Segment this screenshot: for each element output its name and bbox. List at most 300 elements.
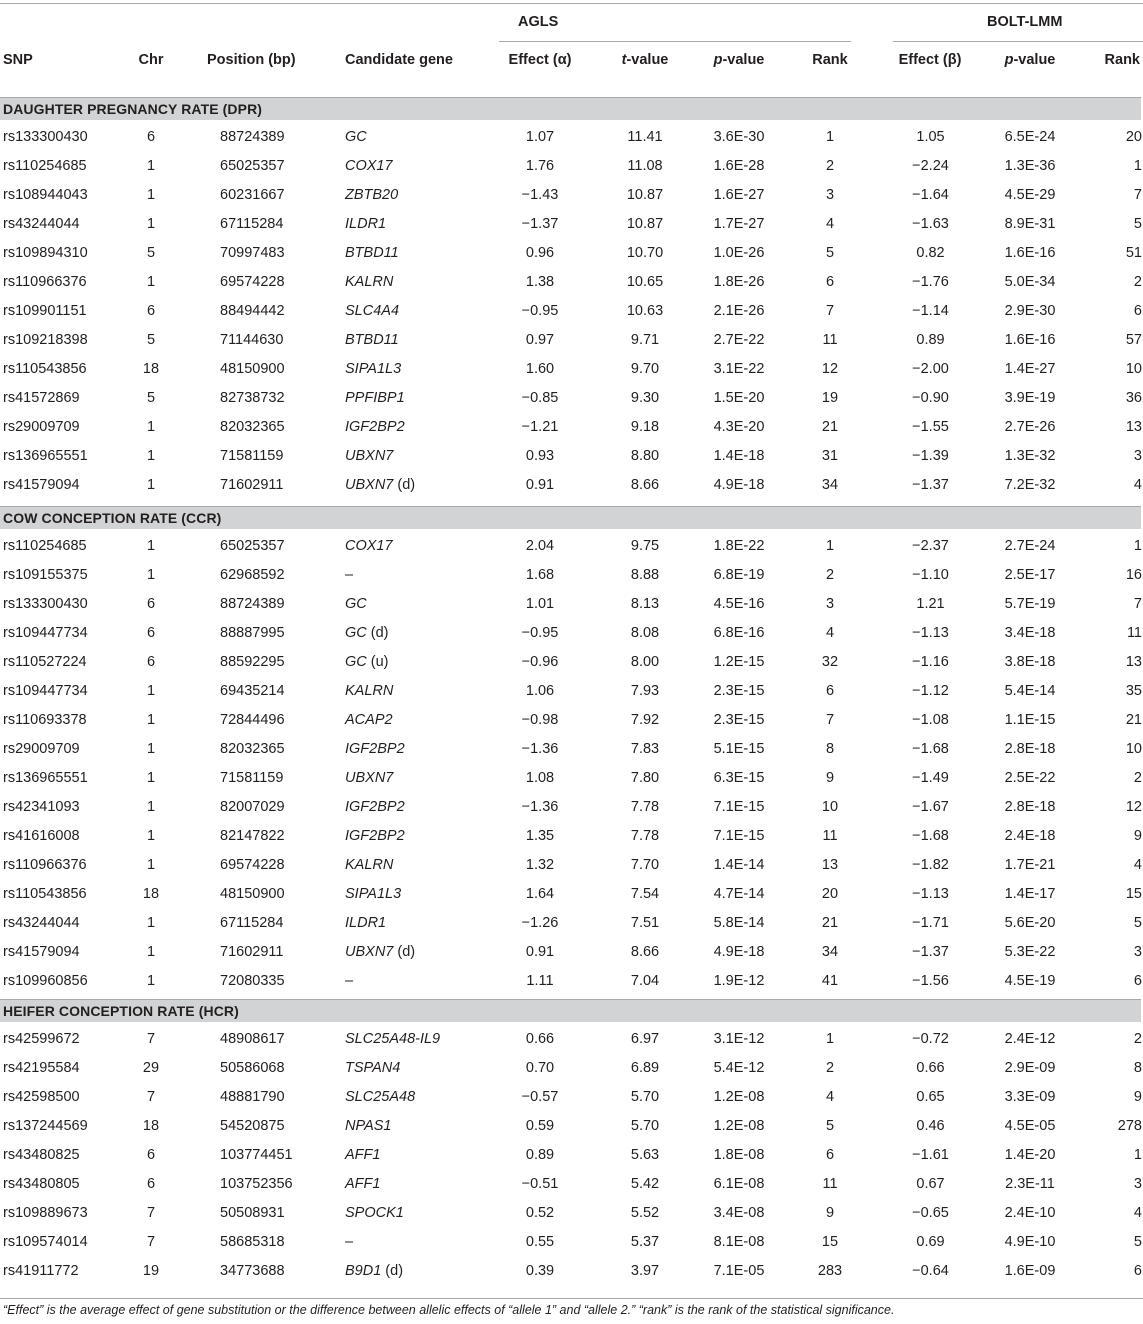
- gene-symbol: COX17: [345, 158, 393, 174]
- cell-position: 34773688: [220, 1263, 285, 1279]
- cell-t-value: 6.89: [630, 1060, 660, 1076]
- table-row: [0, 909, 1143, 938]
- cell-snp: rs29009709: [3, 419, 80, 435]
- cell-effect-alpha: 0.39: [525, 1263, 555, 1279]
- cell-chr: 1: [146, 770, 156, 786]
- cell-chr: 1: [146, 857, 156, 873]
- cell-rank-agls: 5: [825, 1118, 835, 1134]
- cell-chr: 7: [146, 1234, 156, 1250]
- cell-effect-alpha: 1.38: [525, 274, 555, 290]
- cell-chr: 18: [142, 886, 160, 902]
- section-title: HEIFER CONCEPTION RATE (HCR): [3, 1003, 239, 1019]
- cell-snp: rs110527224: [3, 654, 87, 670]
- gene-symbol: –: [345, 973, 354, 989]
- cell-chr: 1: [146, 538, 156, 554]
- cell-t-value: 9.75: [630, 538, 660, 554]
- cell-chr: 5: [146, 245, 156, 261]
- cell-position: 62968592: [220, 567, 285, 583]
- cell-effect-beta: 1.21: [916, 596, 945, 612]
- cell-rank-bolt: 6: [1133, 973, 1142, 989]
- table-row: [0, 1228, 1143, 1257]
- cell-p-value-bolt: 5.3E-22: [1004, 944, 1056, 960]
- cell-candidate-gene: [345, 619, 389, 648]
- cell-p-value-agls: 2.1E-26: [713, 303, 765, 319]
- cell-snp: rs42195584: [3, 1060, 80, 1076]
- cell-effect-beta: −1.39: [912, 448, 949, 464]
- cell-effect-beta: −2.00: [912, 361, 949, 377]
- gene-position-note: (d): [393, 944, 416, 960]
- cell-rank-bolt: 35: [1125, 683, 1142, 699]
- cell-t-value: 6.97: [630, 1031, 660, 1047]
- cell-p-value-bolt: 3.3E-09: [1004, 1089, 1056, 1105]
- cell-rank-bolt: 13: [1125, 654, 1142, 670]
- gene-symbol: ZBTB20: [345, 187, 399, 203]
- cell-p-value-agls: 4.5E-16: [713, 596, 765, 612]
- gene-symbol: ACAP2: [345, 712, 393, 728]
- cell-position: 70997483: [220, 245, 285, 261]
- cell-rank-bolt: 10: [1125, 741, 1142, 757]
- gene-symbol: TSPAN4: [345, 1060, 401, 1076]
- cell-p-value-bolt: 2.5E-22: [1004, 770, 1056, 786]
- cell-t-value: 11.41: [627, 129, 663, 145]
- cell-candidate-gene: [345, 851, 393, 880]
- gene-symbol: UBXN7: [345, 944, 394, 960]
- cell-effect-alpha: 1.60: [525, 361, 555, 377]
- cell-snp: rs109574014: [3, 1234, 88, 1250]
- gene-symbol: KALRN: [345, 274, 394, 290]
- cell-effect-beta: −1.64: [912, 187, 949, 203]
- cell-p-value-agls: 7.1E-15: [713, 799, 765, 815]
- table-row: [0, 355, 1143, 384]
- gene-position-note: (d): [366, 625, 389, 641]
- cell-candidate-gene: [345, 706, 393, 735]
- cell-candidate-gene: [345, 1199, 404, 1228]
- cell-effect-alpha: −1.37: [521, 216, 559, 232]
- cell-t-value: 5.52: [630, 1205, 660, 1221]
- cell-p-value-bolt: 2.8E-18: [1004, 741, 1056, 757]
- cell-rank-agls: 6: [825, 1147, 835, 1163]
- table-row: [0, 1054, 1143, 1083]
- table-row: [0, 181, 1143, 210]
- cell-rank-agls: 12: [821, 361, 839, 377]
- cell-effect-alpha: 1.35: [525, 828, 555, 844]
- table-row: [0, 1083, 1143, 1112]
- cell-rank-agls: 34: [821, 477, 839, 493]
- cell-p-value-bolt: 5.7E-19: [1004, 596, 1056, 612]
- cell-t-value: 10.87: [626, 216, 664, 232]
- cell-rank-agls: 1: [825, 538, 835, 554]
- cell-candidate-gene: [345, 561, 353, 590]
- cell-p-value-bolt: 4.5E-29: [1004, 187, 1056, 203]
- gene-symbol: AFF1: [345, 1176, 381, 1192]
- cell-snp: rs110693378: [3, 712, 87, 728]
- cell-rank-bolt: 21: [1125, 712, 1142, 728]
- cell-candidate-gene: [345, 384, 405, 413]
- table-footnote: “Effect” is the average effect of gene substitution or the difference between allelic effects of “allele 1” and “allele 2.” “rank” is the rank of the statistical significance.: [3, 1303, 895, 1317]
- cell-p-value-bolt: 3.8E-18: [1004, 654, 1056, 670]
- gene-symbol: NPAS1: [345, 1118, 392, 1134]
- cell-p-value-bolt: 1.6E-16: [1004, 245, 1056, 261]
- cell-chr: 1: [146, 216, 156, 232]
- cell-p-value-agls: 1.8E-26: [713, 274, 765, 290]
- cell-effect-alpha: −1.36: [521, 741, 559, 757]
- cell-p-value-agls: 1.2E-08: [713, 1118, 765, 1134]
- col-header-p-value-bolt: p-value: [1004, 52, 1056, 68]
- cell-rank-agls: 13: [821, 857, 839, 873]
- cell-rank-bolt: 3: [1133, 448, 1142, 464]
- cell-effect-alpha: 1.32: [525, 857, 555, 873]
- cell-snp: rs42598500: [3, 1089, 80, 1105]
- cell-effect-beta: −0.90: [912, 390, 949, 406]
- cell-candidate-gene: [345, 764, 393, 793]
- cell-rank-agls: 20: [821, 886, 839, 902]
- cell-snp: rs133300430: [3, 596, 88, 612]
- cell-rank-bolt: 51: [1125, 245, 1142, 261]
- cell-p-value-bolt: 2.9E-30: [1004, 303, 1056, 319]
- cell-candidate-gene: [345, 297, 399, 326]
- cell-candidate-gene: [345, 210, 386, 239]
- cell-effect-beta: −1.37: [912, 944, 949, 960]
- cell-chr: 7: [146, 1089, 156, 1105]
- cell-rank-bolt: 11: [1126, 625, 1142, 641]
- cell-rank-agls: 2: [825, 567, 835, 583]
- cell-snp: rs42599672: [3, 1031, 80, 1047]
- cell-rank-agls: 9: [825, 770, 835, 786]
- cell-rank-bolt: 278: [1117, 1118, 1142, 1134]
- cell-effect-alpha: 0.89: [525, 1147, 555, 1163]
- cell-position: 88724389: [220, 596, 285, 612]
- cell-candidate-gene: [345, 1083, 415, 1112]
- cell-effect-alpha: 1.11: [526, 973, 554, 989]
- cell-p-value-agls: 1.2E-08: [713, 1089, 765, 1105]
- cell-p-value-bolt: 3.9E-19: [1004, 390, 1056, 406]
- table-row: [0, 735, 1143, 764]
- cell-t-value: 5.63: [630, 1147, 660, 1163]
- cell-t-value: 11.08: [627, 158, 663, 174]
- table-row: [0, 1141, 1143, 1170]
- cell-position: 103774451: [220, 1147, 293, 1163]
- cell-effect-beta: −1.12: [912, 683, 949, 699]
- gene-symbol: ILDR1: [345, 915, 387, 931]
- cell-snp: rs136965551: [3, 770, 88, 786]
- gene-symbol: ILDR1: [345, 216, 387, 232]
- cell-t-value: 10.63: [626, 303, 664, 319]
- cell-p-value-agls: 6.8E-19: [713, 567, 765, 583]
- table-row: [0, 648, 1143, 677]
- cell-effect-alpha: 2.04: [525, 538, 555, 554]
- cell-candidate-gene: [345, 735, 405, 764]
- cell-effect-alpha: 1.07: [525, 129, 555, 145]
- cell-position: 103752356: [220, 1176, 293, 1192]
- cell-rank-bolt: 1: [1133, 1147, 1142, 1163]
- table-row: [0, 1257, 1143, 1286]
- cell-candidate-gene: [345, 1170, 380, 1199]
- table-row: [0, 590, 1143, 619]
- cell-t-value: 8.80: [630, 448, 660, 464]
- cell-candidate-gene: [345, 590, 367, 619]
- table-row: [0, 384, 1143, 413]
- cell-effect-beta: 0.89: [916, 332, 945, 348]
- cell-effect-beta: −1.56: [912, 973, 949, 989]
- cell-p-value-agls: 1.8E-08: [713, 1147, 765, 1163]
- cell-p-value-agls: 1.7E-27: [713, 216, 765, 232]
- cell-snp: rs110966376: [3, 857, 87, 873]
- gene-symbol: GC: [345, 654, 367, 670]
- cell-rank-bolt: 5: [1133, 1234, 1142, 1250]
- cell-effect-alpha: 0.91: [525, 944, 555, 960]
- cell-rank-agls: 10: [821, 799, 839, 815]
- cell-chr: 1: [146, 567, 156, 583]
- table-row: [0, 210, 1143, 239]
- cell-p-value-agls: 3.1E-22: [713, 361, 765, 377]
- cell-chr: 1: [146, 158, 156, 174]
- cell-position: 50586068: [220, 1060, 285, 1076]
- cell-p-value-bolt: 2.4E-18: [1004, 828, 1056, 844]
- cell-snp: rs109889673: [3, 1205, 88, 1221]
- cell-chr: 1: [146, 274, 156, 290]
- cell-chr: 1: [146, 712, 156, 728]
- cell-position: 48150900: [220, 361, 285, 377]
- col-header-chr: Chr: [138, 52, 164, 68]
- gene-symbol: B9D1: [345, 1263, 382, 1279]
- cell-rank-bolt: 7: [1133, 187, 1142, 203]
- cell-candidate-gene: [345, 442, 393, 471]
- cell-snp: rs109901151: [3, 303, 87, 319]
- cell-p-value-bolt: 7.2E-32: [1004, 477, 1056, 493]
- cell-position: 71581159: [220, 770, 284, 786]
- cell-t-value: 5.70: [630, 1118, 660, 1134]
- cell-rank-agls: 6: [825, 274, 835, 290]
- cell-snp: rs110254685: [3, 538, 87, 554]
- cell-chr: 29: [142, 1060, 160, 1076]
- cell-t-value: 3.97: [630, 1263, 660, 1279]
- col-header-t-value: t-value: [621, 52, 669, 68]
- cell-rank-bolt: 10: [1125, 361, 1142, 377]
- cell-position: 82738732: [220, 390, 285, 406]
- cell-position: 71602911: [220, 944, 284, 960]
- cell-effect-beta: −1.67: [912, 799, 949, 815]
- cell-effect-alpha: 0.93: [525, 448, 555, 464]
- cell-chr: 1: [146, 448, 156, 464]
- table-row: [0, 297, 1143, 326]
- cell-p-value-agls: 8.1E-08: [713, 1234, 765, 1250]
- cell-candidate-gene: [345, 326, 399, 355]
- cell-candidate-gene: [345, 123, 367, 152]
- cell-effect-alpha: −0.51: [521, 1176, 559, 1192]
- cell-t-value: 7.04: [630, 973, 660, 989]
- cell-p-value-agls: 6.8E-16: [713, 625, 765, 641]
- cell-rank-agls: 21: [821, 419, 839, 435]
- cell-chr: 7: [146, 1205, 156, 1221]
- cell-effect-alpha: 0.55: [525, 1234, 555, 1250]
- cell-p-value-agls: 6.1E-08: [713, 1176, 765, 1192]
- cell-chr: 6: [146, 1176, 156, 1192]
- cell-rank-bolt: 57: [1125, 332, 1142, 348]
- gene-symbol: KALRN: [345, 683, 394, 699]
- cell-p-value-bolt: 2.4E-10: [1004, 1205, 1056, 1221]
- cell-p-value-agls: 4.3E-20: [713, 419, 765, 435]
- cell-t-value: 10.65: [626, 274, 664, 290]
- col-header-position: Position (bp): [207, 52, 296, 68]
- cell-candidate-gene: [345, 1112, 391, 1141]
- cell-effect-beta: −1.68: [912, 741, 949, 757]
- cell-rank-bolt: 7: [1133, 596, 1142, 612]
- cell-effect-beta: 0.67: [916, 1176, 945, 1192]
- cell-effect-alpha: −0.95: [521, 625, 559, 641]
- gene-symbol: GC: [345, 625, 367, 641]
- cell-effect-beta: −1.63: [912, 216, 949, 232]
- cell-effect-beta: −1.61: [912, 1147, 949, 1163]
- cell-chr: 1: [146, 741, 156, 757]
- cell-candidate-gene: [345, 1054, 400, 1083]
- cell-effect-alpha: −0.57: [521, 1089, 559, 1105]
- cell-position: 48150900: [220, 886, 285, 902]
- cell-position: 82007029: [220, 799, 285, 815]
- table-row: [0, 967, 1143, 996]
- cell-rank-agls: 4: [825, 1089, 835, 1105]
- cell-effect-alpha: 1.01: [525, 596, 555, 612]
- table-row: [0, 880, 1143, 909]
- cell-rank-bolt: 5: [1133, 216, 1142, 232]
- cell-snp: rs29009709: [3, 741, 80, 757]
- cell-t-value: 9.18: [630, 419, 660, 435]
- table-row: [0, 938, 1143, 967]
- table-row: [0, 619, 1143, 648]
- gene-symbol: UBXN7: [345, 448, 394, 464]
- cell-p-value-agls: 2.3E-15: [713, 712, 765, 728]
- cell-rank-bolt: 5: [1133, 915, 1142, 931]
- cell-snp: rs110254685: [3, 158, 87, 174]
- cell-effect-beta: −1.37: [912, 477, 949, 493]
- cell-effect-beta: −0.72: [912, 1031, 949, 1047]
- cell-t-value: 5.42: [630, 1176, 660, 1192]
- cell-p-value-bolt: 1.3E-32: [1004, 448, 1056, 464]
- group-header-agls: AGLS: [518, 14, 559, 30]
- cell-effect-beta: −1.82: [912, 857, 949, 873]
- cell-rank-bolt: 4: [1133, 1205, 1142, 1221]
- cell-snp: rs109447734: [3, 683, 88, 699]
- cell-p-value-agls: 3.6E-30: [713, 129, 765, 145]
- cell-effect-beta: 0.69: [916, 1234, 945, 1250]
- cell-snp: rs41911772: [3, 1263, 79, 1279]
- table-row: [0, 677, 1143, 706]
- cell-rank-bolt: 20: [1125, 129, 1142, 145]
- cell-snp: rs109155375: [3, 567, 88, 583]
- cell-snp: rs109218398: [3, 332, 88, 348]
- cell-snp: rs43244044: [3, 915, 80, 931]
- cell-rank-agls: 1: [825, 129, 835, 145]
- cell-effect-beta: −1.49: [912, 770, 949, 786]
- cell-candidate-gene: [345, 1025, 440, 1054]
- cell-p-value-agls: 1.6E-27: [713, 187, 765, 203]
- cell-candidate-gene: [345, 1228, 353, 1257]
- cell-rank-bolt: 4: [1133, 477, 1142, 493]
- cell-snp: rs110966376: [3, 274, 87, 290]
- cell-snp: rs41572869: [3, 390, 80, 406]
- cell-chr: 7: [146, 1031, 156, 1047]
- cell-p-value-agls: 1.9E-12: [713, 973, 765, 989]
- cell-rank-bolt: 1: [1133, 538, 1142, 554]
- cell-t-value: 8.88: [630, 567, 660, 583]
- gene-symbol: COX17: [345, 538, 393, 554]
- gene-symbol: IGF2BP2: [345, 741, 405, 757]
- gene-position-note: (d): [393, 477, 416, 493]
- cell-effect-alpha: 0.59: [525, 1118, 555, 1134]
- cell-position: 71581159: [220, 448, 284, 464]
- cell-candidate-gene: [345, 268, 393, 297]
- cell-effect-alpha: −0.95: [521, 303, 559, 319]
- cell-candidate-gene: [345, 355, 401, 384]
- cell-chr: 1: [146, 187, 156, 203]
- cell-effect-alpha: −1.21: [521, 419, 559, 435]
- table-top-rule: [0, 3, 1143, 4]
- table-row: [0, 1199, 1143, 1228]
- gene-symbol: SIPA1L3: [345, 361, 402, 377]
- cell-rank-bolt: 16: [1125, 567, 1142, 583]
- cell-rank-bolt: 15: [1125, 886, 1142, 902]
- table-row: [0, 561, 1143, 590]
- section-header: [0, 999, 1141, 1022]
- cell-chr: 18: [142, 361, 160, 377]
- cell-t-value: 5.37: [630, 1234, 660, 1250]
- cell-chr: 5: [146, 390, 156, 406]
- gene-position-note: (u): [366, 654, 389, 670]
- cell-position: 88724389: [220, 129, 285, 145]
- cell-rank-bolt: 3: [1133, 1176, 1142, 1192]
- cell-p-value-bolt: 5.0E-34: [1004, 274, 1056, 290]
- cell-effect-beta: −1.68: [912, 828, 949, 844]
- cell-p-value-agls: 3.1E-12: [713, 1031, 765, 1047]
- cell-effect-beta: −1.55: [912, 419, 949, 435]
- cell-snp: rs136965551: [3, 448, 88, 464]
- cell-position: 69574228: [220, 274, 285, 290]
- cell-snp: rs43480805: [3, 1176, 80, 1192]
- table-row: [0, 123, 1143, 152]
- cell-p-value-bolt: 1.4E-20: [1004, 1147, 1056, 1163]
- gene-symbol: IGF2BP2: [345, 828, 405, 844]
- gene-symbol: –: [345, 1234, 354, 1250]
- cell-candidate-gene: [345, 532, 393, 561]
- cell-position: 82147822: [220, 828, 285, 844]
- col-header-p-value-agls: p-value: [713, 52, 765, 68]
- cell-chr: 1: [146, 944, 156, 960]
- gene-symbol: AFF1: [345, 1147, 381, 1163]
- cell-chr: 18: [142, 1118, 160, 1134]
- cell-effect-beta: −0.64: [912, 1263, 949, 1279]
- cell-p-value-agls: 1.0E-26: [713, 245, 765, 261]
- cell-candidate-gene: [345, 880, 401, 909]
- cell-chr: 1: [146, 683, 156, 699]
- cell-rank-agls: 11: [822, 828, 838, 844]
- cell-t-value: 8.08: [630, 625, 660, 641]
- col-header-rank-agls: Rank: [812, 52, 848, 68]
- gene-symbol: –: [345, 567, 354, 583]
- gene-symbol: GC: [345, 596, 367, 612]
- cell-effect-alpha: −1.36: [521, 799, 559, 815]
- cell-rank-agls: 11: [822, 332, 838, 348]
- section-title: COW CONCEPTION RATE (CCR): [3, 510, 222, 526]
- cell-snp: rs109960856: [3, 973, 88, 989]
- cell-p-value-bolt: 4.9E-10: [1004, 1234, 1056, 1250]
- cell-effect-beta: −2.24: [912, 158, 949, 174]
- cell-p-value-bolt: 2.4E-12: [1004, 1031, 1056, 1047]
- cell-position: 88592295: [220, 654, 285, 670]
- cell-rank-agls: 7: [825, 712, 835, 728]
- cell-candidate-gene: [345, 793, 405, 822]
- cell-snp: rs137244569: [3, 1118, 88, 1134]
- cell-position: 71144630: [220, 332, 284, 348]
- cell-p-value-bolt: 5.4E-14: [1004, 683, 1056, 699]
